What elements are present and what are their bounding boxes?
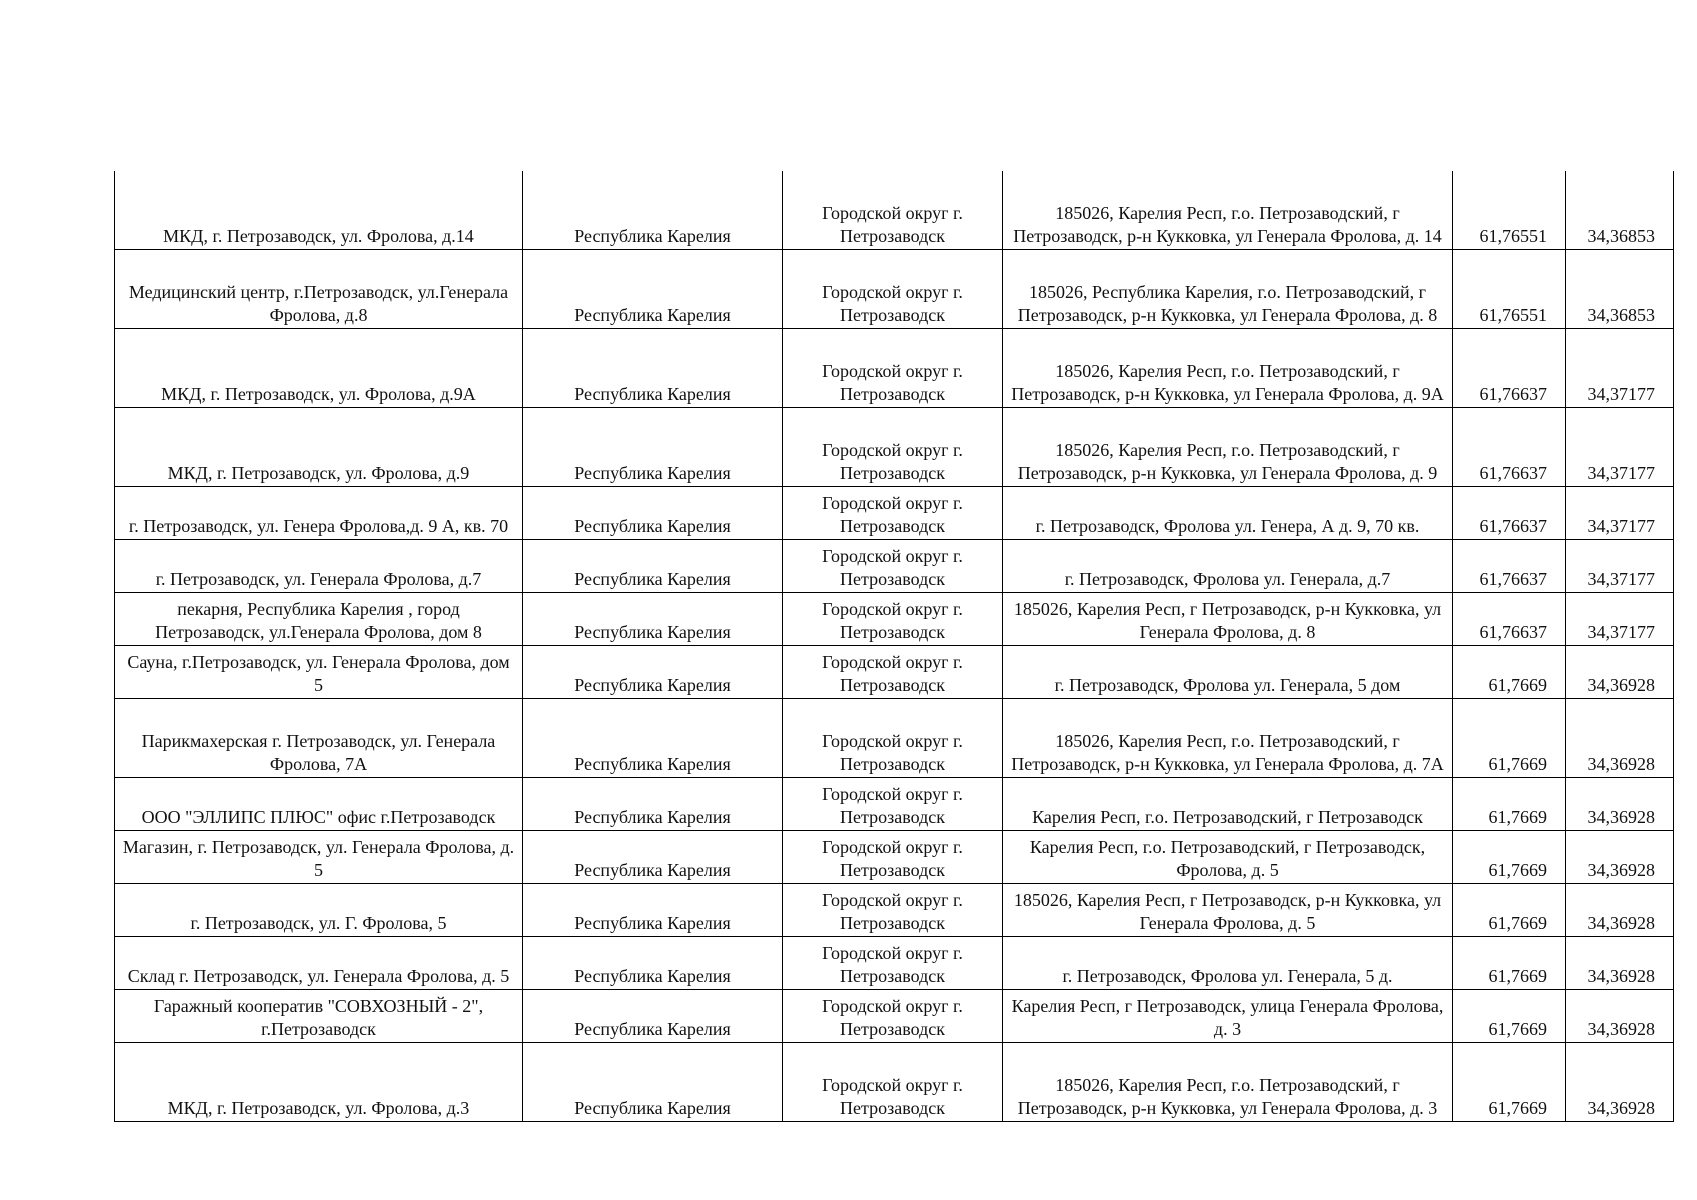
table-row — [115, 487, 1674, 540]
object-name-cell: ООО "ЭЛЛИПС ПЛЮС" офис г.Петрозаводск — [115, 778, 523, 831]
district-cell: Городской округ г. Петрозаводск — [783, 250, 1003, 329]
table-row — [115, 540, 1674, 593]
address-cell: г. Петрозаводск, Фролова ул. Генера, А д. 9, 70 кв. — [1003, 487, 1453, 540]
address-cell: 185026, Карелия Респ, г.о. Петрозаводский, г Петрозаводск, р-н Кукковка, ул Генерала Фролова, д. 7А — [1003, 699, 1453, 778]
latitude-cell: 61,76637 — [1453, 408, 1566, 487]
object-name-cell: Магазин, г. Петрозаводск, ул. Генерала Фролова, д. 5 — [115, 831, 523, 884]
region-cell: Республика Карелия — [523, 250, 783, 329]
latitude-cell: 61,76551 — [1453, 171, 1566, 250]
region-cell: Республика Карелия — [523, 937, 783, 990]
table-row — [115, 831, 1674, 884]
address-cell: Карелия Респ, г.о. Петрозаводский, г Петрозаводск, Фролова, д. 5 — [1003, 831, 1453, 884]
region-cell: Республика Карелия — [523, 884, 783, 937]
longitude-cell: 34,36853 — [1566, 171, 1674, 250]
table-row — [115, 884, 1674, 937]
longitude-cell: 34,36928 — [1566, 778, 1674, 831]
region-cell: Республика Карелия — [523, 646, 783, 699]
latitude-cell: 61,7669 — [1453, 699, 1566, 778]
table-row — [115, 1043, 1674, 1122]
latitude-cell: 61,7669 — [1453, 831, 1566, 884]
district-cell: Городской округ г. Петрозаводск — [783, 593, 1003, 646]
address-table — [114, 171, 1674, 1122]
latitude-cell: 61,7669 — [1453, 884, 1566, 937]
table-row — [115, 593, 1674, 646]
object-name-cell: г. Петрозаводск, ул. Г. Фролова, 5 — [115, 884, 523, 937]
table-row — [115, 778, 1674, 831]
object-name-cell: МКД, г. Петрозаводск, ул. Фролова, д.9 — [115, 408, 523, 487]
address-cell: 185026, Республика Карелия, г.о. Петрозаводский, г Петрозаводск, р-н Кукковка, ул Генерала Фролова, д. 8 — [1003, 250, 1453, 329]
longitude-cell: 34,36928 — [1566, 831, 1674, 884]
region-cell: Республика Карелия — [523, 540, 783, 593]
longitude-cell: 34,36853 — [1566, 250, 1674, 329]
object-name-cell: Склад г. Петрозаводск, ул. Генерала Фролова, д. 5 — [115, 937, 523, 990]
longitude-cell: 34,36928 — [1566, 990, 1674, 1043]
latitude-cell: 61,7669 — [1453, 937, 1566, 990]
address-cell: г. Петрозаводск, Фролова ул. Генерала, 5 дом — [1003, 646, 1453, 699]
longitude-cell: 34,37177 — [1566, 540, 1674, 593]
table-row — [115, 937, 1674, 990]
district-cell: Городской округ г. Петрозаводск — [783, 884, 1003, 937]
longitude-cell: 34,36928 — [1566, 1043, 1674, 1122]
longitude-cell: 34,37177 — [1566, 329, 1674, 408]
address-cell: Карелия Респ, г Петрозаводск, улица Генерала Фролова, д. 3 — [1003, 990, 1453, 1043]
district-cell: Городской округ г. Петрозаводск — [783, 329, 1003, 408]
address-cell: г. Петрозаводск, Фролова ул. Генерала, 5 д. — [1003, 937, 1453, 990]
object-name-cell: г. Петрозаводск, ул. Генера Фролова,д. 9 А, кв. 70 — [115, 487, 523, 540]
latitude-cell: 61,76637 — [1453, 487, 1566, 540]
district-cell: Городской округ г. Петрозаводск — [783, 408, 1003, 487]
latitude-cell: 61,76637 — [1453, 540, 1566, 593]
object-name-cell: Парикмахерская г. Петрозаводск, ул. Генерала Фролова, 7А — [115, 699, 523, 778]
object-name-cell: пекарня, Республика Карелия , город Петрозаводск, ул.Генерала Фролова, дом 8 — [115, 593, 523, 646]
longitude-cell: 34,36928 — [1566, 884, 1674, 937]
latitude-cell: 61,7669 — [1453, 778, 1566, 831]
latitude-cell: 61,7669 — [1453, 1043, 1566, 1122]
table-row — [115, 699, 1674, 778]
district-cell: Городской округ г. Петрозаводск — [783, 699, 1003, 778]
district-cell: Городской округ г. Петрозаводск — [783, 646, 1003, 699]
district-cell: Городской округ г. Петрозаводск — [783, 1043, 1003, 1122]
district-cell: Городской округ г. Петрозаводск — [783, 990, 1003, 1043]
region-cell: Республика Карелия — [523, 329, 783, 408]
region-cell: Республика Карелия — [523, 593, 783, 646]
address-cell: 185026, Карелия Респ, г.о. Петрозаводский, г Петрозаводск, р-н Кукковка, ул Генерала Фролова, д. 3 — [1003, 1043, 1453, 1122]
address-cell: 185026, Карелия Респ, г.о. Петрозаводский, г Петрозаводск, р-н Кукковка, ул Генерала Фролова, д. 9А — [1003, 329, 1453, 408]
object-name-cell: МКД, г. Петрозаводск, ул. Фролова, д.3 — [115, 1043, 523, 1122]
table-row — [115, 990, 1674, 1043]
address-cell: 185026, Карелия Респ, г.о. Петрозаводский, г Петрозаводск, р-н Кукковка, ул Генерала Фролова, д. 14 — [1003, 171, 1453, 250]
region-cell: Республика Карелия — [523, 778, 783, 831]
longitude-cell: 34,37177 — [1566, 487, 1674, 540]
object-name-cell: г. Петрозаводск, ул. Генерала Фролова, д.7 — [115, 540, 523, 593]
region-cell: Республика Карелия — [523, 831, 783, 884]
longitude-cell: 34,37177 — [1566, 593, 1674, 646]
district-cell: Городской округ г. Петрозаводск — [783, 831, 1003, 884]
region-cell: Республика Карелия — [523, 990, 783, 1043]
district-cell: Городской округ г. Петрозаводск — [783, 487, 1003, 540]
region-cell: Республика Карелия — [523, 699, 783, 778]
longitude-cell: 34,37177 — [1566, 408, 1674, 487]
table-row — [115, 646, 1674, 699]
latitude-cell: 61,76637 — [1453, 593, 1566, 646]
address-cell: 185026, Карелия Респ, г Петрозаводск, р-н Кукковка, ул Генерала Фролова, д. 5 — [1003, 884, 1453, 937]
address-cell: г. Петрозаводск, Фролова ул. Генерала, д.7 — [1003, 540, 1453, 593]
table-body — [115, 171, 1674, 1122]
longitude-cell: 34,36928 — [1566, 699, 1674, 778]
district-cell: Городской округ г. Петрозаводск — [783, 937, 1003, 990]
object-name-cell: Сауна, г.Петрозаводск, ул. Генерала Фролова, дом 5 — [115, 646, 523, 699]
latitude-cell: 61,76637 — [1453, 329, 1566, 408]
table-row — [115, 408, 1674, 487]
region-cell: Республика Карелия — [523, 408, 783, 487]
table-row — [115, 171, 1674, 250]
district-cell: Городской округ г. Петрозаводск — [783, 540, 1003, 593]
table-row — [115, 250, 1674, 329]
latitude-cell: 61,76551 — [1453, 250, 1566, 329]
region-cell: Республика Карелия — [523, 487, 783, 540]
address-cell: 185026, Карелия Респ, г.о. Петрозаводский, г Петрозаводск, р-н Кукковка, ул Генерала Фролова, д. 9 — [1003, 408, 1453, 487]
address-cell: 185026, Карелия Респ, г Петрозаводск, р-н Кукковка, ул Генерала Фролова, д. 8 — [1003, 593, 1453, 646]
object-name-cell: Медицинский центр, г.Петрозаводск, ул.Генерала Фролова, д.8 — [115, 250, 523, 329]
address-cell: Карелия Респ, г.о. Петрозаводский, г Петрозаводск — [1003, 778, 1453, 831]
object-name-cell: МКД, г. Петрозаводск, ул. Фролова, д.14 — [115, 171, 523, 250]
object-name-cell: МКД, г. Петрозаводск, ул. Фролова, д.9А — [115, 329, 523, 408]
object-name-cell: Гаражный кооператив "СОВХОЗНЫЙ - 2", г.Петрозаводск — [115, 990, 523, 1043]
table-row — [115, 329, 1674, 408]
district-cell: Городской округ г. Петрозаводск — [783, 171, 1003, 250]
longitude-cell: 34,36928 — [1566, 646, 1674, 699]
longitude-cell: 34,36928 — [1566, 937, 1674, 990]
latitude-cell: 61,7669 — [1453, 646, 1566, 699]
region-cell: Республика Карелия — [523, 171, 783, 250]
region-cell: Республика Карелия — [523, 1043, 783, 1122]
latitude-cell: 61,7669 — [1453, 990, 1566, 1043]
district-cell: Городской округ г. Петрозаводск — [783, 778, 1003, 831]
